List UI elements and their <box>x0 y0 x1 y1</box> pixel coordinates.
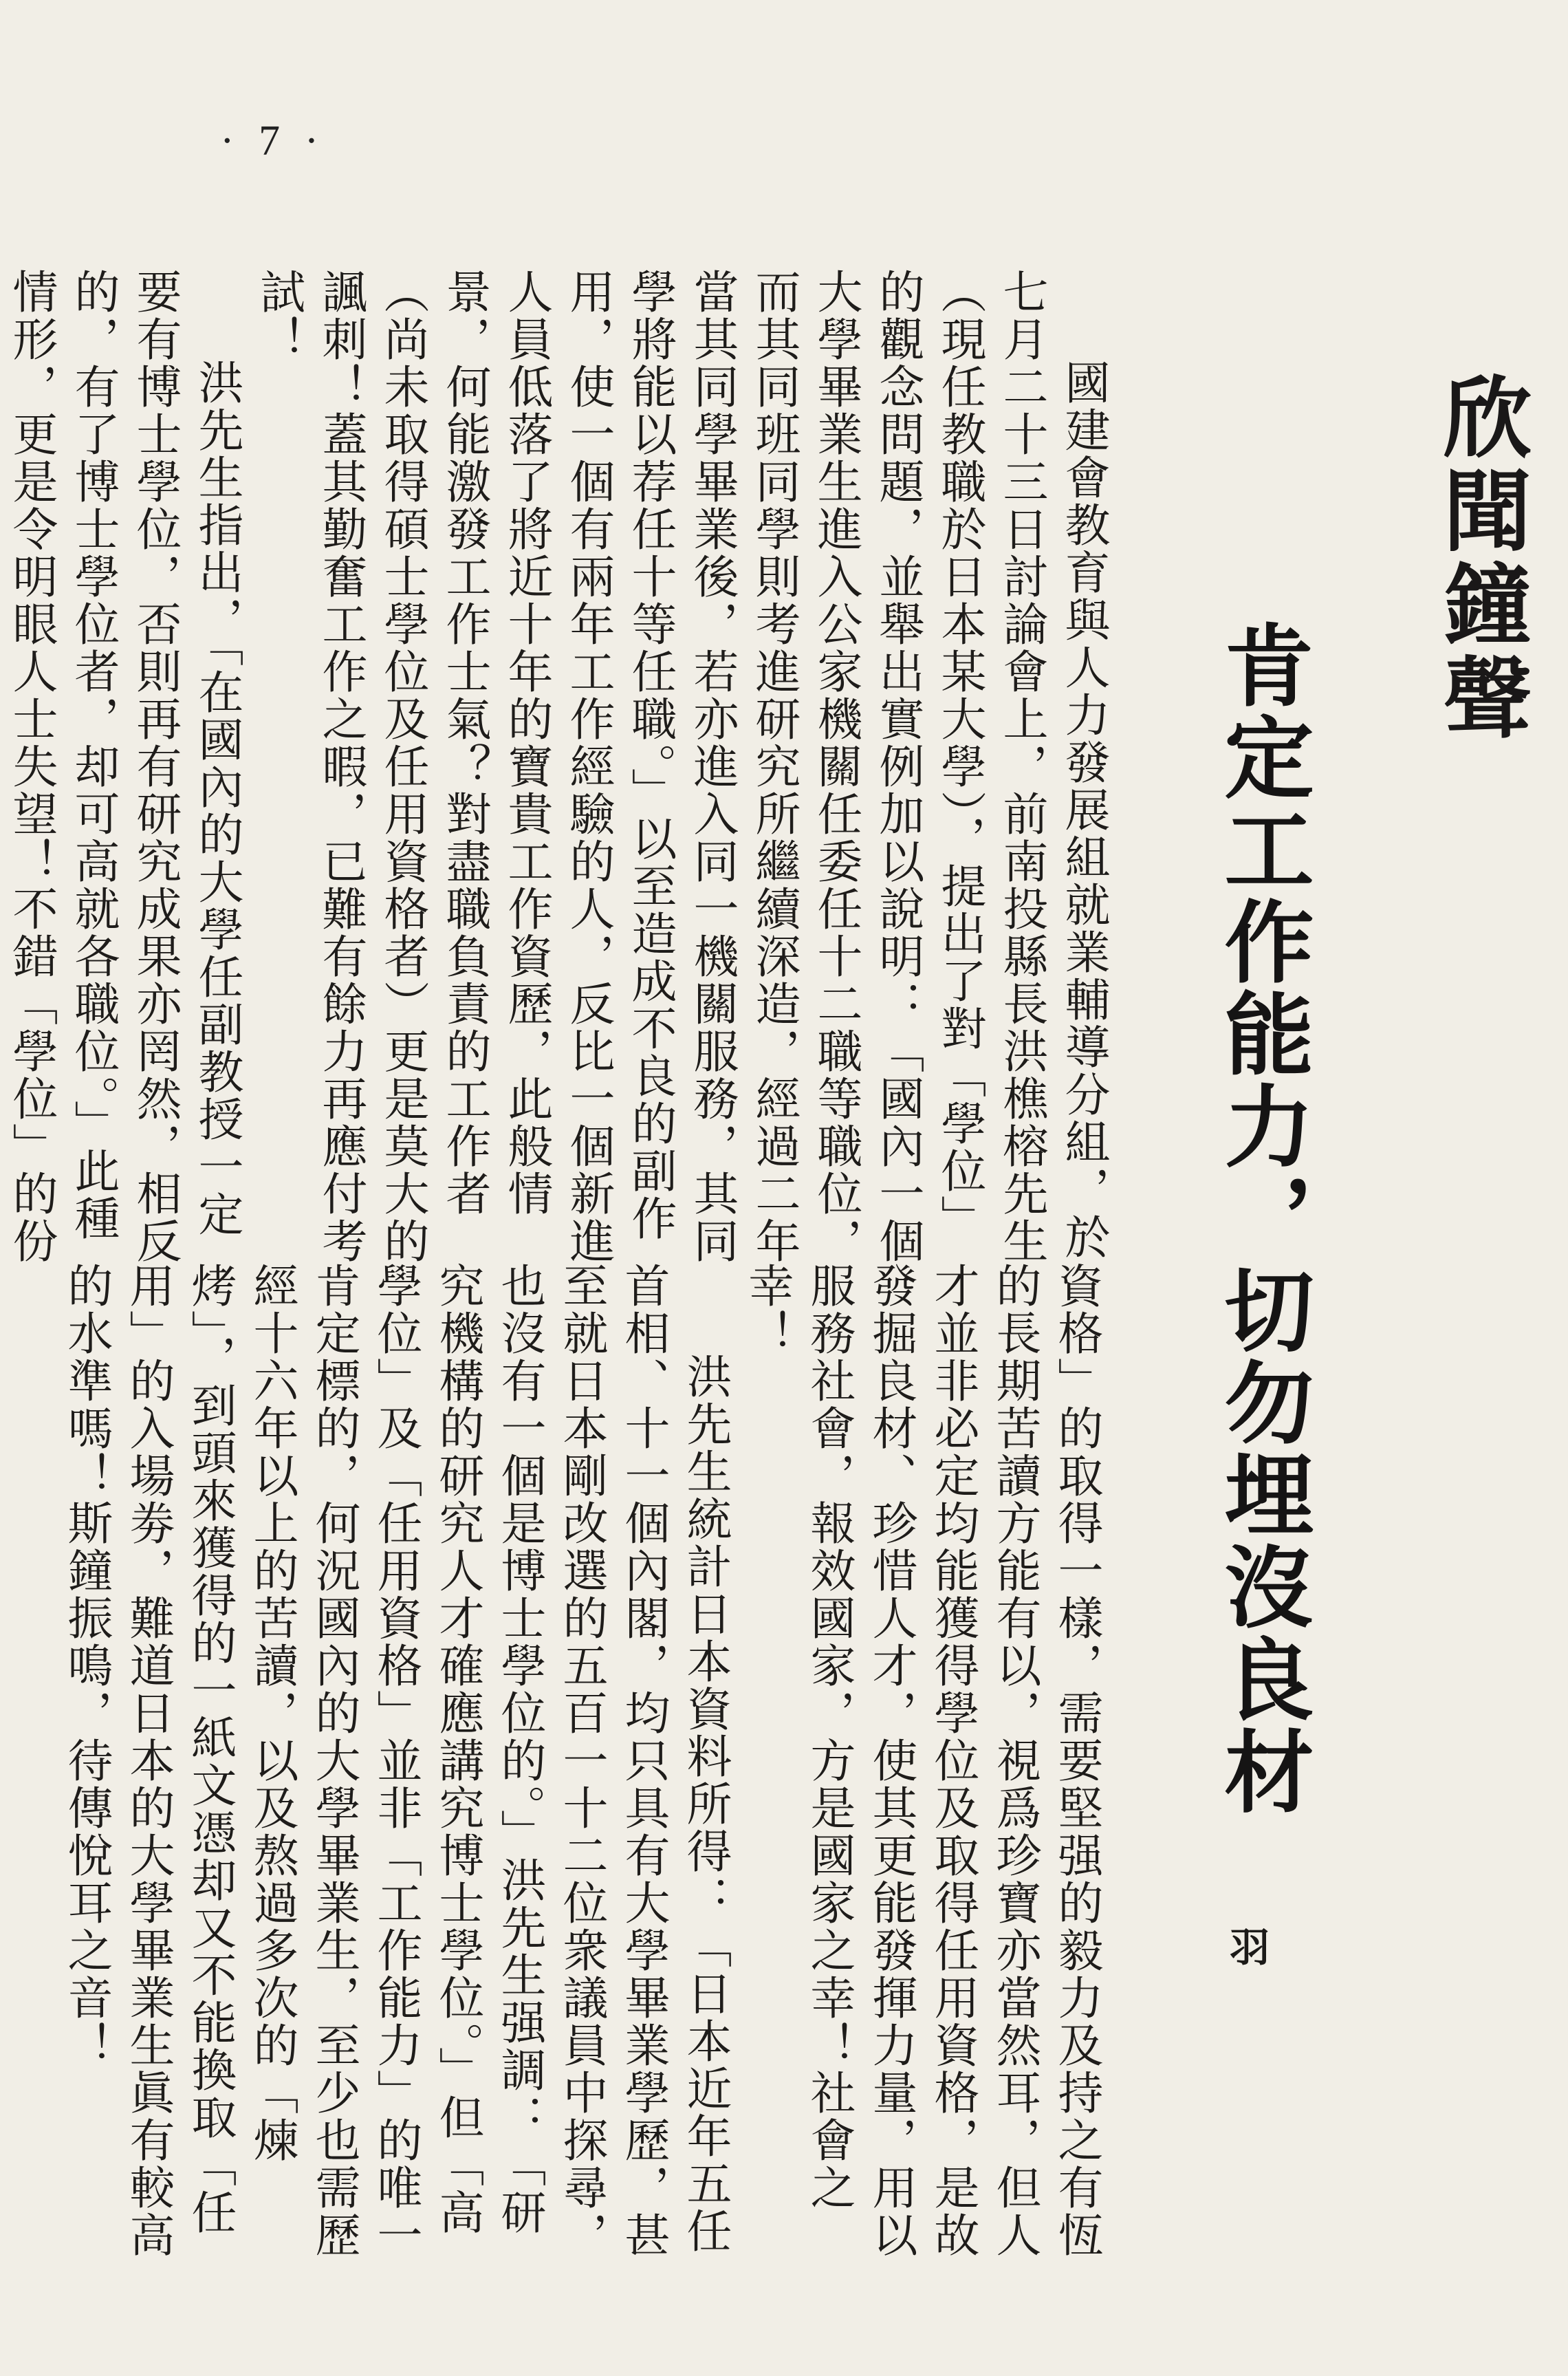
article-body-upper <box>5 268 1114 1273</box>
body-paragraph: 洪先生統計日本資料所得：「日本近年五任首相、十一個內閣，均只具有大學畢業學歷，甚至就日本剛改選的五百一十二位衆議員中探尋，也沒有一個是博士學位的。」洪先生强調：「研究機構的研究人才確應講究博士學位。」但「高學位」及「任用資格」並非「工作能力」的唯一肯定標的，何況國內的大學畢業生，至少也需歷經十六年以上的苦讀，以及熬過多次的「煉烤」，到頭來獲得的一紙文憑却又不能換取「任用」的入場劵，難道日本的大學畢業生眞有較高的水準嗎！斯鐘振鳴，待傳悅耳之音！ <box>60 1262 732 2259</box>
page-number: · 7 · <box>220 118 326 164</box>
body-paragraph: 洪先生指出，「在國內的大學任副教授一定要有博士學位，否則再有研究成果亦罔然，相反的，有了博士學位者，却可高就各職位。」此種情形，更是令明眼人士失望！不錯「學位」的份 <box>5 268 243 1265</box>
article-author: 羽 <box>1223 1926 1270 1966</box>
body-paragraph: 資格」的取得一樣，需要堅强的毅力及持之有恆的長期苦讀方能有以，視爲珍寶亦當然耳，但人才並非必定均能獲得學位及取得任用資格，是故發掘良材、珍惜人才，使其更能發揮力量，用以服務社會，報效國家，方是國家之幸！社會之幸！ <box>741 1262 1103 2259</box>
column-title: 欣聞鐘聲 <box>1428 371 1532 746</box>
body-paragraph: 國建會教育與人力發展組就業輔導分組，於七月二十三日討論會上，前南投縣長洪樵榕先生（現任教職於日本某大學），提出了對「學位」的觀念問題，並舉出實例加以說明：「國內一個大學畢業生進入公家機關任委任十二職等職位，而其同班同學則考進研究所繼續深造，經過二年當其同學畢業後，若亦進入同一機關服務，其同學將能以荐任十等任職。」以至造成不良的副作用，使一個有兩年工作經驗的人，反比一個新進人員低落了將近十年的寶貴工作資歷，此般情景，何能激發工作士氣？對盡職負責的工作者（尚未取得碩士學位及任用資格者）更是莫大的諷刺！蓋其勤奮工作之暇，已難有餘力再應付考試！ <box>252 268 1110 1265</box>
article-body-lower <box>60 1262 1107 2267</box>
article-headline: 肯定工作能力，切勿埋沒良材 <box>1210 619 1315 1817</box>
